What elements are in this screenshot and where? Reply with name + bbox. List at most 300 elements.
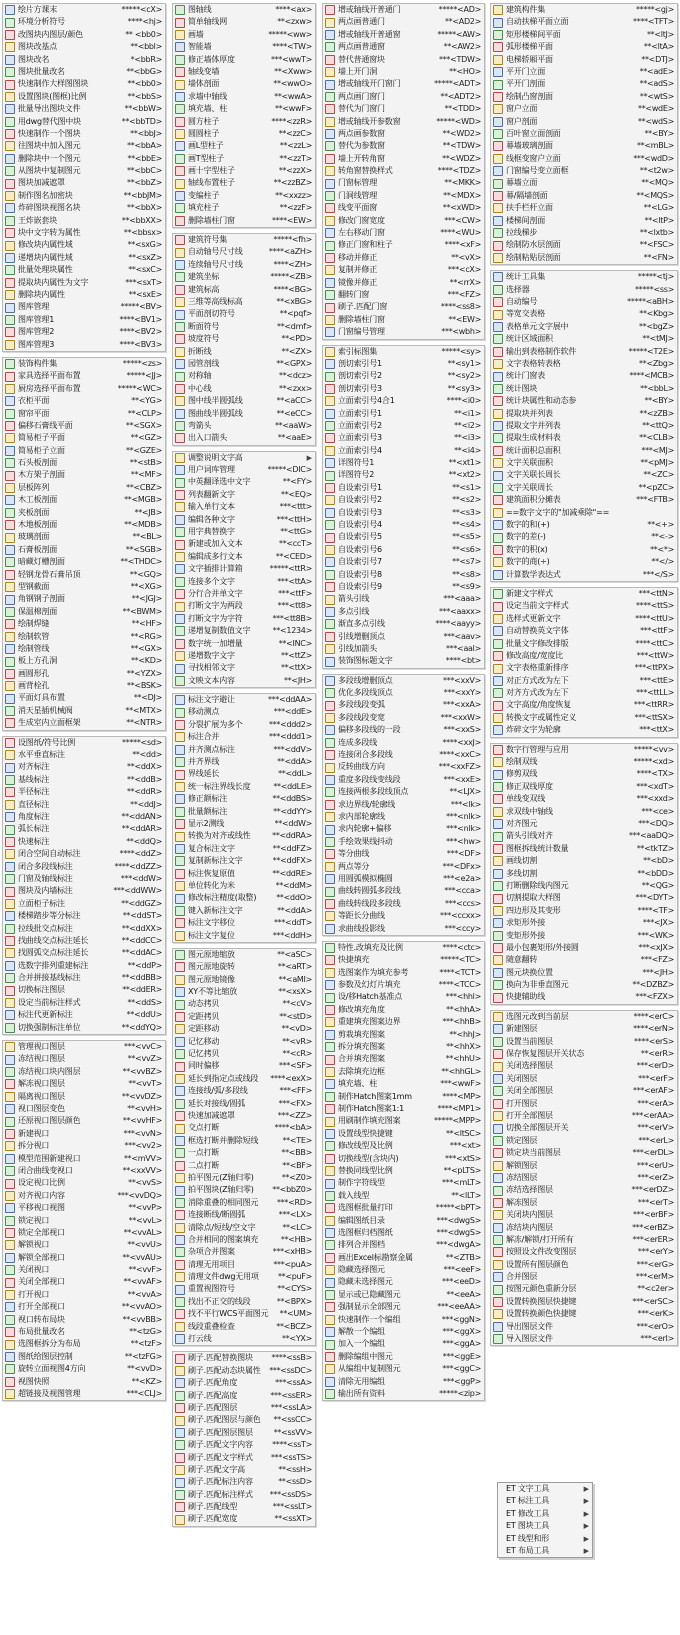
- menu-item[interactable]: [173, 177, 315, 189]
- menu-item[interactable]: [173, 1283, 315, 1295]
- menu-item[interactable]: [491, 1197, 677, 1209]
- menu-item[interactable]: [173, 625, 315, 637]
- menu-item[interactable]: [323, 593, 484, 605]
- menu-item[interactable]: [3, 252, 165, 264]
- menu-item[interactable]: [173, 1060, 315, 1072]
- menu-item[interactable]: [173, 259, 315, 271]
- menu-item[interactable]: [173, 128, 315, 140]
- menu-item[interactable]: [173, 930, 315, 942]
- menu-item[interactable]: [491, 1060, 677, 1072]
- menu-item[interactable]: [173, 538, 315, 550]
- menu-item[interactable]: [3, 103, 165, 115]
- submenu-item[interactable]: [498, 1495, 592, 1507]
- menu-item[interactable]: [173, 768, 315, 780]
- menu-item[interactable]: [323, 991, 484, 1003]
- menu-item[interactable]: [323, 861, 484, 873]
- menu-item[interactable]: [323, 16, 484, 28]
- menu-item[interactable]: [491, 1222, 677, 1234]
- menu-item[interactable]: [173, 1197, 315, 1209]
- menu-item[interactable]: [3, 1009, 165, 1021]
- menu-item[interactable]: [323, 712, 484, 724]
- menu-item[interactable]: [491, 482, 677, 494]
- menu-item[interactable]: [173, 1073, 315, 1085]
- menu-item[interactable]: [173, 501, 315, 513]
- menu-item[interactable]: [3, 1301, 165, 1313]
- menu-item[interactable]: [3, 140, 165, 152]
- menu-item[interactable]: [3, 239, 165, 251]
- menu-item[interactable]: [323, 408, 484, 420]
- menu-item[interactable]: [323, 1128, 484, 1140]
- menu-item[interactable]: [3, 910, 165, 922]
- menu-item[interactable]: [323, 66, 484, 78]
- menu-item[interactable]: [3, 1264, 165, 1276]
- menu-item[interactable]: [3, 29, 165, 41]
- menu-item[interactable]: [491, 494, 677, 506]
- menu-item[interactable]: [3, 848, 165, 860]
- menu-item[interactable]: [323, 177, 484, 189]
- menu-item[interactable]: [323, 1078, 484, 1090]
- menu-item[interactable]: [323, 1165, 484, 1177]
- menu-item[interactable]: [323, 898, 484, 910]
- menu-item[interactable]: [491, 469, 677, 481]
- menu-item[interactable]: [323, 1053, 484, 1065]
- menu-item[interactable]: [173, 358, 315, 370]
- menu-item[interactable]: [323, 314, 484, 326]
- menu-item[interactable]: [491, 1036, 677, 1048]
- menu-item[interactable]: [323, 301, 484, 313]
- menu-item[interactable]: [491, 239, 677, 251]
- menu-item[interactable]: [491, 432, 677, 444]
- menu-item[interactable]: [323, 395, 484, 407]
- menu-item[interactable]: [3, 885, 165, 897]
- menu-item[interactable]: [173, 514, 315, 526]
- menu-item[interactable]: [491, 91, 677, 103]
- menu-item[interactable]: [323, 289, 484, 301]
- menu-item[interactable]: [173, 600, 315, 612]
- menu-item[interactable]: [173, 1085, 315, 1097]
- menu-item[interactable]: [3, 873, 165, 885]
- menu-item[interactable]: [173, 1333, 315, 1345]
- menu-item[interactable]: [491, 892, 677, 904]
- menu-item[interactable]: [173, 476, 315, 488]
- menu-item[interactable]: [3, 1041, 165, 1053]
- menu-item[interactable]: [3, 898, 165, 910]
- menu-item[interactable]: [173, 1365, 315, 1377]
- menu-item[interactable]: [323, 140, 484, 152]
- menu-item[interactable]: [491, 346, 677, 358]
- menu-item[interactable]: [323, 1153, 484, 1165]
- menu-item[interactable]: [491, 1271, 677, 1283]
- menu-item[interactable]: [173, 892, 315, 904]
- menu-item[interactable]: [3, 960, 165, 972]
- menu-item[interactable]: [3, 54, 165, 66]
- menu-item[interactable]: [173, 1452, 315, 1464]
- menu-item[interactable]: [173, 16, 315, 28]
- menu-item[interactable]: [323, 153, 484, 165]
- menu-item[interactable]: [323, 885, 484, 897]
- menu-item[interactable]: [173, 1184, 315, 1196]
- menu-item[interactable]: [323, 1066, 484, 1078]
- menu-item[interactable]: [3, 177, 165, 189]
- menu-item[interactable]: [491, 638, 677, 650]
- menu-item[interactable]: [3, 482, 165, 494]
- menu-item[interactable]: [323, 1202, 484, 1214]
- menu-item[interactable]: [491, 1234, 677, 1246]
- menu-item[interactable]: [3, 408, 165, 420]
- menu-item[interactable]: [173, 880, 315, 892]
- menu-item[interactable]: [323, 556, 484, 568]
- menu-item[interactable]: [173, 1147, 315, 1159]
- menu-item[interactable]: [491, 1160, 677, 1172]
- menu-item[interactable]: [3, 128, 165, 140]
- menu-item[interactable]: [3, 1140, 165, 1152]
- menu-item[interactable]: [173, 1427, 315, 1439]
- menu-item[interactable]: [173, 91, 315, 103]
- menu-item[interactable]: [3, 370, 165, 382]
- menu-item[interactable]: [491, 843, 677, 855]
- menu-item[interactable]: [173, 140, 315, 152]
- menu-item[interactable]: [491, 1209, 677, 1221]
- menu-item[interactable]: [3, 1363, 165, 1375]
- menu-item[interactable]: [3, 494, 165, 506]
- menu-item[interactable]: [491, 1073, 677, 1085]
- menu-item[interactable]: [173, 1209, 315, 1221]
- menu-item[interactable]: [3, 66, 165, 78]
- menu-item[interactable]: [491, 190, 677, 202]
- menu-item[interactable]: [323, 494, 484, 506]
- menu-item[interactable]: [491, 979, 677, 991]
- menu-item[interactable]: [173, 694, 315, 706]
- menu-item[interactable]: [173, 321, 315, 333]
- menu-item[interactable]: [173, 1476, 315, 1488]
- menu-item[interactable]: [323, 1140, 484, 1152]
- menu-item[interactable]: [323, 774, 484, 786]
- menu-item[interactable]: [173, 949, 315, 961]
- menu-item[interactable]: [3, 4, 165, 16]
- menu-item[interactable]: [3, 432, 165, 444]
- menu-item[interactable]: [3, 1153, 165, 1165]
- menu-item[interactable]: [173, 526, 315, 538]
- menu-item[interactable]: [323, 811, 484, 823]
- menu-item[interactable]: [491, 1296, 677, 1308]
- menu-item[interactable]: [173, 1321, 315, 1333]
- menu-item[interactable]: [491, 445, 677, 457]
- menu-item[interactable]: [491, 1283, 677, 1295]
- menu-item[interactable]: [323, 749, 484, 761]
- menu-item[interactable]: [3, 420, 165, 432]
- menu-item[interactable]: [491, 699, 677, 711]
- menu-item[interactable]: [323, 687, 484, 699]
- menu-item[interactable]: [3, 786, 165, 798]
- menu-item[interactable]: [323, 445, 484, 457]
- menu-item[interactable]: [173, 153, 315, 165]
- menu-item[interactable]: [491, 420, 677, 432]
- menu-item[interactable]: [323, 1289, 484, 1301]
- menu-item[interactable]: [491, 1321, 677, 1333]
- menu-item[interactable]: [491, 868, 677, 880]
- menu-item[interactable]: [491, 1098, 677, 1110]
- menu-item[interactable]: [323, 1041, 484, 1053]
- menu-item[interactable]: [3, 531, 165, 543]
- menu-item[interactable]: [491, 333, 677, 345]
- menu-item[interactable]: [491, 116, 677, 128]
- menu-item[interactable]: [173, 974, 315, 986]
- menu-item[interactable]: [323, 165, 484, 177]
- menu-item[interactable]: [491, 296, 677, 308]
- menu-item[interactable]: [323, 1276, 484, 1288]
- menu-item[interactable]: [3, 761, 165, 773]
- menu-item[interactable]: [3, 1115, 165, 1127]
- menu-item[interactable]: [3, 264, 165, 276]
- menu-item[interactable]: [3, 1202, 165, 1214]
- menu-item[interactable]: [491, 66, 677, 78]
- menu-item[interactable]: [323, 128, 484, 140]
- menu-item[interactable]: [3, 153, 165, 165]
- menu-item[interactable]: [323, 1264, 484, 1276]
- menu-item[interactable]: [3, 984, 165, 996]
- menu-item[interactable]: [491, 650, 677, 662]
- menu-item[interactable]: [491, 930, 677, 942]
- menu-item[interactable]: [491, 54, 677, 66]
- menu-item[interactable]: [3, 1289, 165, 1301]
- menu-item[interactable]: [173, 1414, 315, 1426]
- menu-item[interactable]: [173, 234, 315, 246]
- menu-item[interactable]: [173, 675, 315, 687]
- menu-item[interactable]: [323, 761, 484, 773]
- menu-item[interactable]: [173, 781, 315, 793]
- menu-item[interactable]: [323, 1103, 484, 1115]
- menu-item[interactable]: [3, 972, 165, 984]
- menu-item[interactable]: [323, 531, 484, 543]
- menu-item[interactable]: [491, 744, 677, 756]
- menu-item[interactable]: [323, 675, 484, 687]
- menu-item[interactable]: [173, 1390, 315, 1402]
- menu-item[interactable]: [173, 1439, 315, 1451]
- menu-item[interactable]: [491, 395, 677, 407]
- menu-item[interactable]: [491, 103, 677, 115]
- menu-item[interactable]: [3, 1215, 165, 1227]
- submenu-item[interactable]: [498, 1533, 592, 1545]
- menu-item[interactable]: [173, 1259, 315, 1271]
- menu-item[interactable]: [323, 724, 484, 736]
- menu-item[interactable]: [3, 227, 165, 239]
- menu-item[interactable]: [173, 116, 315, 128]
- menu-item[interactable]: [323, 4, 484, 16]
- menu-item[interactable]: [491, 215, 677, 227]
- menu-item[interactable]: [491, 202, 677, 214]
- menu-item[interactable]: [491, 544, 677, 556]
- menu-item[interactable]: [491, 687, 677, 699]
- menu-item[interactable]: [3, 1091, 165, 1103]
- menu-item[interactable]: [491, 768, 677, 780]
- menu-item[interactable]: [491, 177, 677, 189]
- menu-item[interactable]: [323, 1227, 484, 1239]
- menu-item[interactable]: [173, 165, 315, 177]
- menu-item[interactable]: [323, 482, 484, 494]
- menu-item[interactable]: [3, 1227, 165, 1239]
- menu-item[interactable]: [323, 1314, 484, 1326]
- menu-item[interactable]: [173, 66, 315, 78]
- menu-item[interactable]: [491, 358, 677, 370]
- menu-item[interactable]: [491, 793, 677, 805]
- menu-item[interactable]: [323, 823, 484, 835]
- menu-item[interactable]: [323, 954, 484, 966]
- menu-item[interactable]: [491, 1085, 677, 1097]
- menu-item[interactable]: [3, 593, 165, 605]
- menu-item[interactable]: [323, 1376, 484, 1388]
- menu-item[interactable]: [173, 1011, 315, 1023]
- menu-item[interactable]: [173, 588, 315, 600]
- menu-item[interactable]: [173, 452, 315, 464]
- menu-item[interactable]: [173, 4, 315, 16]
- menu-item[interactable]: [491, 942, 677, 954]
- menu-item[interactable]: [173, 563, 315, 575]
- menu-item[interactable]: [3, 289, 165, 301]
- menu-item[interactable]: [323, 116, 484, 128]
- menu-item[interactable]: [491, 227, 677, 239]
- menu-item[interactable]: [323, 519, 484, 531]
- menu-item[interactable]: [491, 78, 677, 90]
- menu-item[interactable]: [323, 618, 484, 630]
- menu-item[interactable]: [491, 1147, 677, 1159]
- menu-item[interactable]: [3, 1022, 165, 1034]
- menu-item[interactable]: [173, 1172, 315, 1184]
- menu-item[interactable]: [3, 519, 165, 531]
- menu-item[interactable]: [323, 1326, 484, 1338]
- menu-item[interactable]: [323, 631, 484, 643]
- menu-item[interactable]: [323, 190, 484, 202]
- menu-item[interactable]: [173, 54, 315, 66]
- menu-item[interactable]: [3, 774, 165, 786]
- menu-item[interactable]: [3, 383, 165, 395]
- menu-item[interactable]: [3, 215, 165, 227]
- menu-item[interactable]: [323, 1338, 484, 1350]
- menu-item[interactable]: [491, 1259, 677, 1271]
- menu-item[interactable]: [173, 202, 315, 214]
- menu-item[interactable]: [491, 4, 677, 16]
- menu-item[interactable]: [3, 668, 165, 680]
- menu-item[interactable]: [3, 997, 165, 1009]
- menu-item[interactable]: [3, 811, 165, 823]
- menu-item[interactable]: [3, 861, 165, 873]
- menu-item[interactable]: [491, 1333, 677, 1345]
- menu-item[interactable]: [173, 818, 315, 830]
- menu-item[interactable]: [3, 947, 165, 959]
- menu-item[interactable]: [323, 923, 484, 935]
- menu-item[interactable]: [491, 128, 677, 140]
- menu-item[interactable]: [491, 830, 677, 842]
- menu-item[interactable]: [323, 1029, 484, 1041]
- menu-item[interactable]: [491, 806, 677, 818]
- menu-item[interactable]: [491, 1172, 677, 1184]
- menu-item[interactable]: [3, 935, 165, 947]
- menu-item[interactable]: [491, 855, 677, 867]
- menu-item[interactable]: [173, 650, 315, 662]
- menu-item[interactable]: [3, 1314, 165, 1326]
- menu-item[interactable]: [3, 717, 165, 729]
- menu-item[interactable]: [3, 1066, 165, 1078]
- menu-item[interactable]: [323, 544, 484, 556]
- menu-item[interactable]: [173, 756, 315, 768]
- menu-item[interactable]: [3, 469, 165, 481]
- menu-item[interactable]: [323, 346, 484, 358]
- menu-item[interactable]: [173, 731, 315, 743]
- menu-item[interactable]: [173, 917, 315, 929]
- menu-item[interactable]: [173, 1352, 315, 1364]
- menu-item[interactable]: [3, 190, 165, 202]
- menu-item[interactable]: [3, 314, 165, 326]
- menu-item[interactable]: [173, 1110, 315, 1122]
- menu-item[interactable]: [323, 1351, 484, 1363]
- menu-item[interactable]: [323, 737, 484, 749]
- menu-item[interactable]: [173, 489, 315, 501]
- menu-item[interactable]: [323, 370, 484, 382]
- menu-item[interactable]: [491, 531, 677, 543]
- menu-item[interactable]: [323, 103, 484, 115]
- menu-item[interactable]: [3, 78, 165, 90]
- menu-item[interactable]: [173, 1501, 315, 1513]
- menu-item[interactable]: [173, 551, 315, 563]
- menu-item[interactable]: [491, 1246, 677, 1258]
- menu-item[interactable]: [323, 1252, 484, 1264]
- menu-item[interactable]: [491, 954, 677, 966]
- menu-item[interactable]: [3, 326, 165, 338]
- menu-item[interactable]: [323, 215, 484, 227]
- menu-item[interactable]: [173, 905, 315, 917]
- menu-item[interactable]: [3, 339, 165, 351]
- menu-item[interactable]: [173, 215, 315, 227]
- menu-item[interactable]: [173, 1098, 315, 1110]
- menu-item[interactable]: [173, 806, 315, 818]
- menu-item[interactable]: [173, 333, 315, 345]
- menu-item[interactable]: [3, 556, 165, 568]
- menu-item[interactable]: [491, 41, 677, 53]
- menu-item[interactable]: [3, 1276, 165, 1288]
- menu-item[interactable]: [173, 1464, 315, 1476]
- menu-item[interactable]: [323, 239, 484, 251]
- menu-item[interactable]: [323, 655, 484, 667]
- menu-item[interactable]: [323, 1215, 484, 1227]
- menu-item[interactable]: [3, 1177, 165, 1189]
- menu-item[interactable]: [491, 724, 677, 736]
- menu-item[interactable]: [491, 675, 677, 687]
- menu-item[interactable]: [3, 1103, 165, 1115]
- menu-item[interactable]: [323, 848, 484, 860]
- menu-item[interactable]: [173, 1135, 315, 1147]
- menu-item[interactable]: [323, 786, 484, 798]
- menu-item[interactable]: [3, 358, 165, 370]
- menu-item[interactable]: [173, 1222, 315, 1234]
- menu-item[interactable]: [173, 383, 315, 395]
- menu-item[interactable]: [3, 1252, 165, 1264]
- menu-item[interactable]: [3, 643, 165, 655]
- menu-item[interactable]: [3, 457, 165, 469]
- menu-item[interactable]: [491, 600, 677, 612]
- menu-item[interactable]: [173, 1513, 315, 1525]
- menu-item[interactable]: [491, 1135, 677, 1147]
- menu-item[interactable]: [491, 781, 677, 793]
- menu-item[interactable]: [3, 618, 165, 630]
- menu-item[interactable]: [491, 905, 677, 917]
- menu-item[interactable]: [491, 662, 677, 674]
- menu-item[interactable]: [173, 1377, 315, 1389]
- menu-item[interactable]: [3, 737, 165, 749]
- menu-item[interactable]: [323, 420, 484, 432]
- menu-item[interactable]: [3, 692, 165, 704]
- menu-item[interactable]: [173, 190, 315, 202]
- menu-item[interactable]: [173, 1234, 315, 1246]
- menu-item[interactable]: [323, 383, 484, 395]
